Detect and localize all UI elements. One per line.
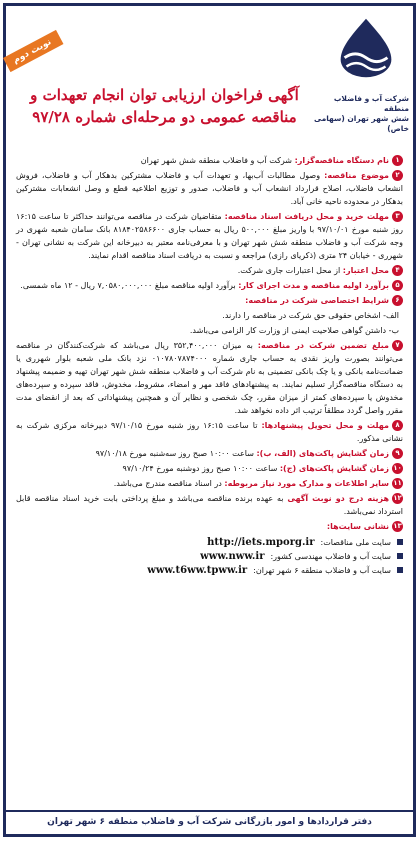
title-line-2: مناقصه عمومی دو مرحله‌ای شماره ۹۷/۲۸ (32, 108, 297, 126)
item-text: در اسناد مناقصه مندرج می‌باشد. (113, 479, 225, 488)
item-number-badge: ۱۲ (393, 494, 402, 502)
item-text: ساعت ۱۰:۰۰ صبح روز سه‌شنبه مورخ ۹۷/۱۰/۱۸ (95, 449, 257, 458)
item-text: از محل اعتبارات جاری شرکت. (237, 266, 343, 275)
site-row-region6 (16, 563, 403, 577)
item-label: زمان گشایش پاکت‌های (الف، ب): (256, 449, 389, 458)
website-list (16, 535, 403, 577)
item-label: شرایط اختصاصی شرکت در مناقصه: (245, 296, 389, 305)
site-link[interactable]: www.nww.ir (200, 550, 265, 562)
notice-item (16, 520, 403, 533)
item-text: به میزان ۳۵۲,۴۰۰,۰۰۰ ریال می‌باشد که شرکت‌کنندگان در مناقصه می‌توانند بصورت واریز نقدی به حساب جاری شماره ۰۱۰۷۸۰۷۸۷۴۰۰۰ نزد بانک ملی شعبه بلوار شهرری یا ضمانت‌نامه بانکی و یا چک بانکی تضمینی به نام شرکت آب و فاضلاب منطقه شش شهر تهران تهیه و ضمیمه پیشنهاد به دستگاه مناقصه‌گزار تسلیم نمایند. به پیشنهادهای فاقد مهر و امضاء، مشروط، مخدوش، فاقد سپرده و سپرده‌های مخدوش یا سپرده‌های کمتر از میزان مقرر، چک شخصی و نظایر آن و همچنین پیشنهاداتی که بعد از انقضای مدت مقرر واصل گردد مطلقاً ترتیب اثر داده نخواهد شد. (16, 341, 403, 415)
item-text: تا ساعت ۱۶:۱۵ روز شنبه مورخ ۹۷/۱۰/۱۵ دبیرخانه مرکزی شرکت به نشانی مذکور. (16, 421, 403, 443)
item-number-badge: ۳ (392, 211, 403, 222)
notice-body (16, 154, 403, 577)
water-company-logo (327, 14, 405, 80)
item-number-badge: ۴ (392, 265, 403, 276)
notice-footer: دفتر قراردادها و امور بازرگانی شرکت آب و فاضلاب منطقه ۶ شهر تهران (6, 810, 413, 834)
condition-list (16, 309, 403, 337)
item-label: سایر اطلاعات و مدارک مورد نیاز مربوطه: (224, 479, 389, 488)
item-label: نشانی سایت‌ها: (326, 522, 389, 531)
item-label: مهلت و محل تحویل پیشنهادها: (261, 421, 390, 430)
org-line-2: شش شهر تهران (سهامی خاص) (313, 114, 409, 133)
item-text: ساعت ۱۰:۰۰ صبح روز دوشنبه مورخ ۹۷/۱۰/۲۴ (122, 464, 280, 473)
notice-item (16, 492, 403, 518)
site-name: سایت آب و فاضلاب منطقه ۶ شهر تهران: (253, 565, 391, 575)
item-text: شرکت آب و فاضلاب منطقه شش شهر تهران (140, 156, 295, 165)
item-number-badge: ۱۰ (393, 464, 402, 472)
item-number-badge: ۱۱ (393, 479, 402, 487)
site-row-national (16, 535, 403, 549)
notice-item (16, 169, 403, 208)
org-line-1: شرکت آب و فاضلاب منطقه (333, 94, 409, 113)
condition-b: ب- داشتن گواهی صلاحیت ایمنی از وزارت کار الزامی می‌باشد. (189, 326, 399, 335)
notice-item (16, 279, 403, 292)
site-row-nww (16, 549, 403, 563)
item-text: وصول مطالبات آب‌بها، و تعهدات آب و فاضلاب مشترکین بدهکار آب و فاضلاب، فروش انشعاب فاضلاب، اصلاح قرارداد انشعاب آب و فاضلاب، صدور و توزیع اطلاعیه قطع و وصل انشعابات مشترکین بدهکار در محدوده ناحیه خانی آباد. (16, 171, 403, 206)
item-label: محل اعتبار: (342, 266, 389, 275)
notice-item (16, 419, 403, 445)
item-number-badge: ۷ (392, 340, 403, 351)
item-number-badge: ۶ (392, 295, 403, 306)
item-label: هزینه درج دو نوبت آگهی (287, 494, 389, 503)
site-link[interactable]: www.t6ww.tpww.ir (147, 564, 248, 576)
item-text: برآورد اولیه مناقصه مبلغ ۷,۰۵۸۰,۰۰۰,۰۰۰ ریال - ۱۲ ماه شمسی. (20, 281, 239, 290)
notice-item (16, 210, 403, 262)
item-number-badge: ۸ (392, 420, 403, 431)
item-text: به عهده برنده مناقصه می‌باشد و مبلغ پرداختی بابت خرید اسناد مناقصه قابل استرداد نمی‌باشد. (16, 494, 403, 516)
site-name: سایت آب و فاضلاب مهندسی کشور: (270, 551, 391, 561)
notice-item (16, 154, 403, 167)
notice-item (16, 339, 403, 417)
notice-item (16, 477, 403, 490)
organization-name (313, 94, 409, 134)
notice-item (16, 294, 403, 307)
notice-item (16, 264, 403, 277)
bullet-icon (397, 539, 403, 545)
notice-item (16, 447, 403, 460)
site-link[interactable]: http://iets.mporg.ir (207, 536, 315, 548)
title-line-1: آگهی فراخوان ارزیابی توان انجام تعهدات و (30, 86, 299, 104)
notice-item (16, 462, 403, 475)
bullet-icon (397, 567, 403, 573)
item-number-badge: ۱۳ (393, 522, 402, 530)
bullet-icon (397, 553, 403, 559)
item-text: متقاضیان شرکت در مناقصه می‌توانند حداکثر تا ساعت ۱۶:۱۵ روز شنبه مورخ ۹۷/۱۰/۰۱ با واریز مبلغ ۵۰۰,۰۰۰ ریال به حساب جاری ۸۱۸۴۰۲۵۸۶۶۰۰ بانک سامان شعبه شهری در وجه شرکت آب و فاضلاب منطقه شش شهر تهران و با معرفی‌نامه معتبر به دبیرخانه این شرکت به نشانی تهران - شهرری - خیابان ۲۴ متری (ذکریای رازی) مراجعه و نسبت به دریافت اسناد مناقصه اقدام نمایند. (16, 212, 404, 260)
notice-page (3, 3, 416, 837)
second-notice-ribbon: نوبت دوم (3, 30, 63, 72)
item-number-badge: ۵ (392, 280, 403, 291)
notice-title (20, 84, 309, 128)
item-label: برآورد اولیه مناقصه و مدت اجرای کار: (238, 281, 389, 290)
site-name: سایت ملی مناقصات: (320, 537, 391, 547)
item-number-badge: ۹ (392, 448, 403, 459)
item-number-badge: ۱ (392, 155, 403, 166)
condition-a: الف- اشخاص حقوقی حق شرکت در مناقصه را دارند. (222, 311, 399, 320)
item-label: مبلغ تضمین شرکت در مناقصه: (257, 341, 390, 350)
item-label: زمان گشایش پاکت‌های (ج): (279, 464, 389, 473)
notice-header (6, 6, 413, 134)
item-number-badge: ۲ (392, 170, 403, 181)
item-label: موضوع مناقصه: (324, 171, 389, 180)
item-label: مهلت خرید و محل دریافت اسناد مناقصه: (224, 212, 390, 221)
item-label: نام دستگاه مناقصه‌گزار: (294, 156, 389, 165)
